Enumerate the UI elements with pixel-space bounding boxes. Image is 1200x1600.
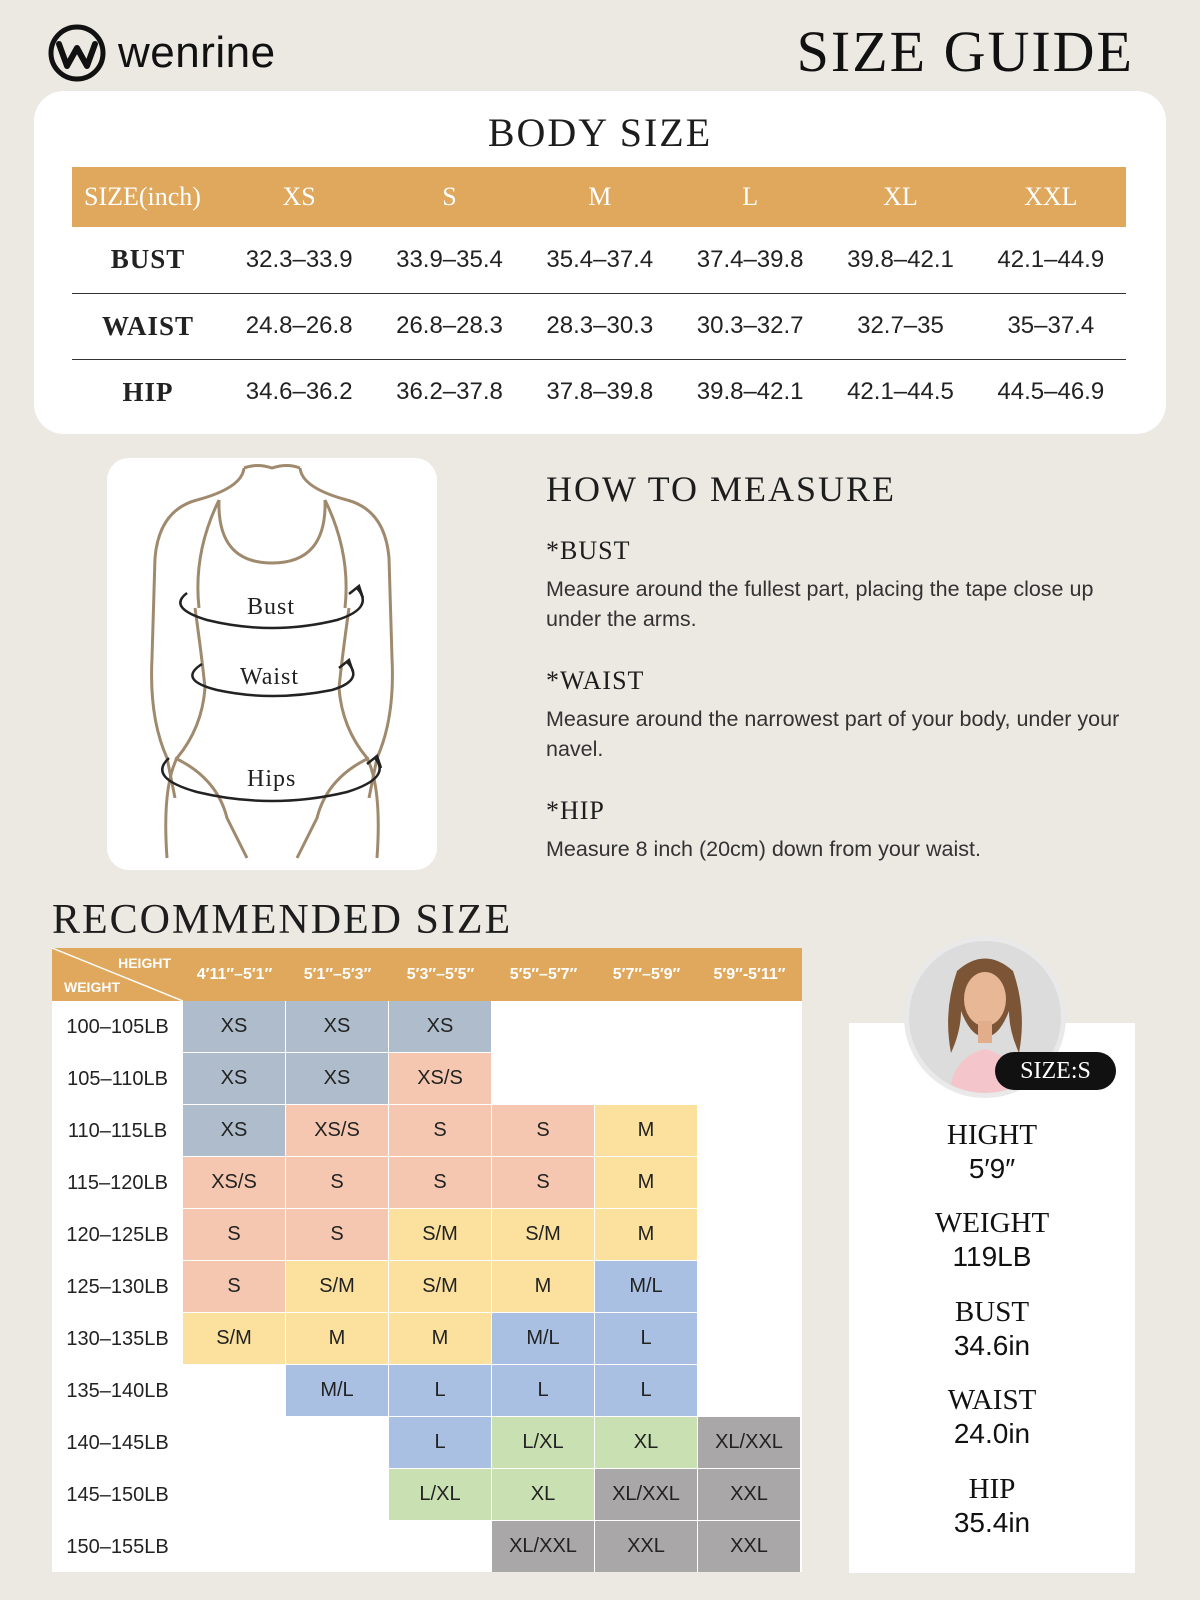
body-size-card [34, 91, 1166, 434]
row-label: HIP [122, 376, 174, 407]
stat-value: 34.6in [953, 1330, 1031, 1361]
measure-text: Measure around the fullest part, placing the tape close up under the arms. [546, 577, 1094, 631]
recommended-size-grid [52, 948, 802, 1572]
size-cell: L [389, 1365, 491, 1416]
size-header-row [72, 167, 1126, 227]
table-cell: 32.7–35 [825, 293, 975, 359]
body-size-table [72, 167, 1126, 425]
size-cell: XL [595, 1417, 697, 1468]
size-cell: XS [183, 1053, 285, 1104]
height-header-cell: 5′3″–5′5″ [406, 966, 475, 983]
table-cell: 28.3–30.3 [525, 293, 675, 359]
size-cell: S [492, 1157, 594, 1208]
size-cell: S [183, 1209, 285, 1260]
stat-value: 35.4in [953, 1507, 1031, 1538]
stat-label: WEIGHT [934, 1207, 1050, 1239]
height-header-row [52, 948, 802, 1001]
table-cell: 32.3–33.9 [224, 227, 374, 293]
size-cell: M [389, 1313, 491, 1364]
table-row [72, 359, 1126, 425]
model-stat-weight [849, 1206, 1135, 1274]
size-header-cell: XS [224, 167, 374, 227]
measure-text: Measure 8 inch (20cm) down from your waist. [546, 837, 981, 861]
height-header-cell: 5′7″–5′9″ [612, 966, 681, 983]
size-cell: L [595, 1365, 697, 1416]
size-cell: S [492, 1105, 594, 1156]
size-header-cell: S [374, 167, 524, 227]
table-row [72, 227, 1126, 293]
weight-row-label: 105–110LB [67, 1068, 168, 1090]
height-header-cell: 4′11″–5′1″ [196, 966, 273, 983]
size-cell: XXL [698, 1469, 800, 1520]
table-cell: 26.8–28.3 [374, 293, 524, 359]
table-cell: 39.8–42.1 [696, 378, 804, 406]
weight-row-label: 125–130LB [66, 1276, 169, 1298]
weight-row-label: 110–115LB [67, 1120, 168, 1142]
measure-heading: *BUST [546, 536, 631, 565]
model-size-badge: SIZE:S [995, 1052, 1116, 1090]
figure-label-hips: Hips [247, 766, 297, 792]
figure-label-bust: Bust [247, 594, 296, 620]
size-cell: M/L [492, 1313, 594, 1364]
figure-label-waist: Waist [240, 664, 300, 690]
table-cell: 44.5–46.9 [997, 378, 1105, 406]
weight-row-label: 130–135LB [66, 1328, 169, 1350]
brand-name: wenrine [118, 28, 276, 77]
stat-label: WAIST [947, 1384, 1037, 1416]
size-cell: XS [389, 1001, 491, 1052]
model-stat-waist [849, 1383, 1135, 1451]
measure-item-bust [546, 536, 1126, 634]
size-cell: S/M [389, 1209, 491, 1260]
brand-logo-icon [46, 22, 108, 84]
model-stat-bust [849, 1295, 1135, 1363]
size-cell: M [595, 1209, 697, 1260]
measure-item-waist [546, 666, 1126, 764]
size-cell: S/M [389, 1261, 491, 1312]
table-cell: 42.1–44.9 [976, 227, 1126, 293]
size-cell: XS/S [183, 1157, 285, 1208]
row-label: WAIST [72, 293, 224, 359]
size-cell: XS/S [389, 1053, 491, 1104]
model-stat-hip [849, 1472, 1135, 1540]
size-cell: XS [286, 1053, 388, 1104]
size-cell: XS [286, 1001, 388, 1052]
body-size-title: BODY SIZE [487, 110, 713, 155]
size-cell: M [595, 1105, 697, 1156]
weight-row-label: 100–105LB [66, 1016, 169, 1038]
measure-text: Measure around the narrowest part of your body, under your navel. [546, 707, 1120, 761]
table-cell: 36.2–37.8 [396, 378, 503, 406]
size-header-cell: XXL [976, 167, 1126, 227]
weight-row-label: 115–120LB [67, 1172, 168, 1194]
height-header-cell: 5′5″–5′7″ [509, 966, 578, 983]
weight-row-label: 145–150LB [66, 1484, 169, 1506]
body-figure-card [107, 458, 437, 870]
table-cell: 42.1–44.5 [847, 378, 954, 406]
size-cell: XXL [698, 1521, 800, 1572]
table-cell: 35.4–37.4 [525, 227, 675, 293]
size-cell: XL/XXL [492, 1521, 594, 1572]
how-to-measure-title: HOW TO MEASURE [546, 469, 897, 509]
table-cell: 33.9–35.4 [374, 227, 524, 293]
stat-label: HIGHT [946, 1119, 1038, 1151]
table-cell: 39.8–42.1 [825, 227, 975, 293]
size-cell: XXL [595, 1521, 697, 1572]
size-cell: L/XL [389, 1469, 491, 1520]
table-cell: 37.4–39.8 [675, 227, 825, 293]
size-cell: XL [492, 1469, 594, 1520]
stat-label: BUST [954, 1296, 1030, 1328]
size-cell: XS [183, 1001, 285, 1052]
row-label: BUST [72, 227, 224, 293]
measure-heading: *WAIST [546, 666, 645, 695]
size-cell: L/XL [492, 1417, 594, 1468]
table-row [72, 293, 1126, 359]
size-cell: S [183, 1261, 285, 1312]
size-cell: L [595, 1313, 697, 1364]
size-cell: M [595, 1157, 697, 1208]
size-cell: M [286, 1313, 388, 1364]
weight-row-label: 140–145LB [66, 1432, 169, 1454]
size-cell: M/L [595, 1261, 697, 1312]
size-header-cell: M [525, 167, 675, 227]
size-header-cell: SIZE(inch) [72, 167, 224, 227]
table-cell: 24.8–26.8 [224, 293, 374, 359]
recommended-size-title: RECOMMENDED SIZE [52, 897, 513, 943]
table-cell: 37.8–39.8 [546, 378, 654, 406]
corner-weight-label: WEIGHT [64, 979, 120, 995]
brand-logo [46, 22, 276, 84]
table-cell: 30.3–32.7 [675, 293, 825, 359]
grid-corner [52, 948, 183, 1001]
height-header-cell: 5′1″–5′3″ [303, 966, 372, 983]
size-cell: XL/XXL [698, 1417, 800, 1468]
size-cell: S [286, 1157, 388, 1208]
height-header-cell: 5′9″-5′11″ [713, 966, 786, 983]
size-cell: S/M [492, 1209, 594, 1260]
size-cell: XS/S [286, 1105, 388, 1156]
size-cell: L [389, 1417, 491, 1468]
size-cell: S [286, 1209, 388, 1260]
size-cell: M/L [286, 1365, 388, 1416]
weight-row-label: 150–155LB [66, 1536, 169, 1558]
measure-heading: *HIP [546, 796, 605, 825]
size-cell: M [492, 1261, 594, 1312]
size-cell: L [492, 1365, 594, 1416]
size-header-cell: L [675, 167, 825, 227]
weight-row-label: 135–140LB [66, 1380, 169, 1402]
size-cell: S [389, 1157, 491, 1208]
weight-row-label: 120–125LB [66, 1224, 169, 1246]
stat-value: 119LB [952, 1241, 1032, 1272]
size-cell: S [389, 1105, 491, 1156]
page-title: SIZE GUIDE [796, 19, 1134, 84]
measure-item-hip [546, 796, 1126, 864]
stat-label: HIP [968, 1473, 1016, 1505]
model-stat-height [849, 1118, 1135, 1186]
size-header-cell: XL [825, 167, 975, 227]
table-cell: 35–37.4 [976, 293, 1126, 359]
size-cell: XS [183, 1105, 285, 1156]
size-cell: XL/XXL [595, 1469, 697, 1520]
size-cell: S/M [286, 1261, 388, 1312]
corner-height-label: HEIGHT [118, 955, 171, 971]
table-cell: 34.6–36.2 [245, 378, 353, 406]
stat-value: 5′9″ [968, 1153, 1016, 1184]
stat-value: 24.0in [953, 1418, 1031, 1449]
size-cell: S/M [183, 1313, 285, 1364]
